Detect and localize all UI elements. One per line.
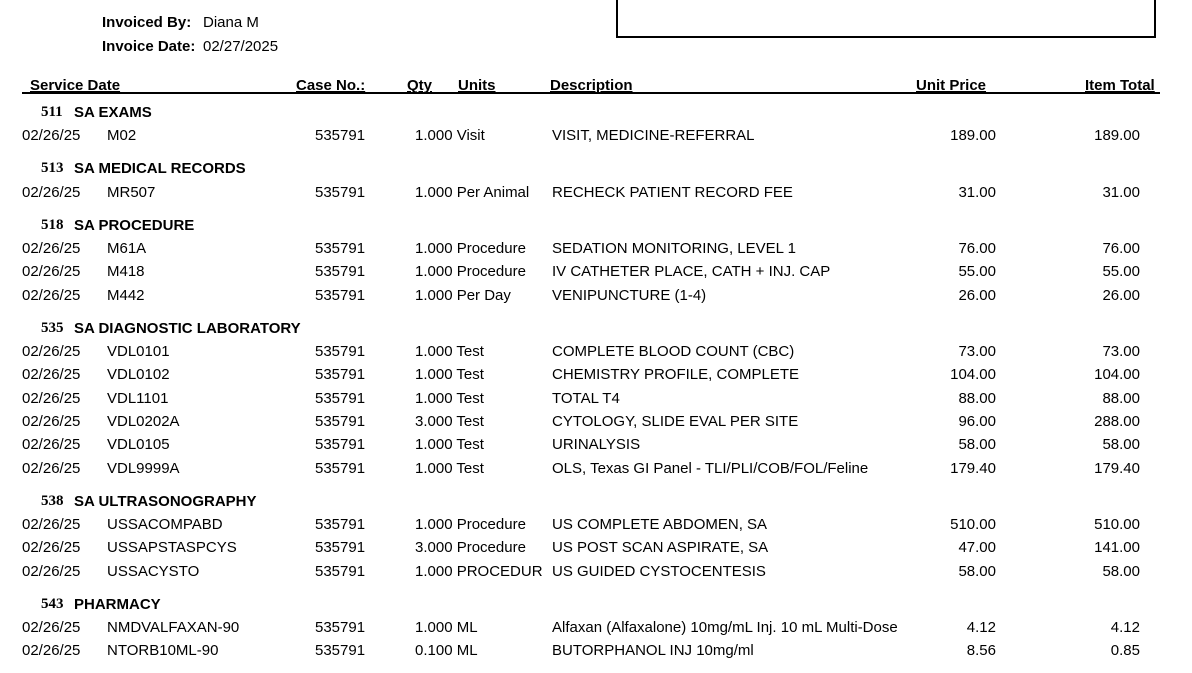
qty-units: 1.000 Procedure: [415, 263, 526, 281]
section-header: [0, 160, 600, 180]
item-code: USSACYSTO: [107, 562, 200, 580]
item-total: 26.00: [1102, 286, 1140, 304]
qty-units: 3.000 Test: [415, 412, 484, 430]
qty-units: 3.000 Procedure: [415, 539, 526, 557]
item-total: 55.00: [1102, 263, 1140, 281]
item-code: USSACOMPABD: [107, 516, 223, 533]
item-description: US COMPLETE ABDOMEN, SA: [552, 516, 768, 533]
table-row: [0, 263, 1192, 283]
item-total: 31.00: [1102, 184, 1140, 201]
case-number: 535791: [315, 412, 366, 430]
qty-units: 1.000 Test: [415, 343, 484, 360]
header-qty: Qty: [407, 77, 433, 94]
unit-price: 96.00: [958, 412, 996, 430]
table-row: [0, 413, 1192, 433]
case-number: 535791: [315, 539, 366, 557]
case-number: 535791: [315, 184, 366, 201]
section-code: 511: [41, 104, 63, 120]
case-number: 535791: [315, 459, 366, 477]
item-description: SEDATION MONITORING, LEVEL 1: [552, 240, 796, 257]
service-date: 02/26/25: [22, 263, 81, 281]
section-code: 538: [41, 493, 64, 509]
case-number: 535791: [315, 436, 366, 454]
item-total: 58.00: [1102, 562, 1140, 580]
item-description: Alfaxan (Alfaxalone) 10mg/mL Inj. 10 mL Multi-Dose: [552, 619, 898, 636]
table-row: [0, 563, 1192, 583]
section-header: [0, 320, 600, 340]
table-row: [0, 343, 1192, 363]
section-header: [0, 104, 600, 124]
section-code: 543: [41, 596, 64, 612]
table-row: [0, 287, 1192, 307]
item-total: 288.00: [1094, 412, 1140, 430]
unit-price: 58.00: [958, 436, 996, 454]
table-row: [0, 436, 1192, 456]
unit-price: 47.00: [958, 539, 996, 557]
item-total: 510.00: [1094, 516, 1140, 533]
unit-price: 189.00: [950, 127, 996, 144]
item-description: VENIPUNCTURE (1-4): [552, 286, 707, 304]
section-name: SA PROCEDURE: [74, 217, 195, 234]
item-total: 76.00: [1102, 240, 1140, 257]
section-name: PHARMACY: [74, 596, 161, 613]
case-number: 535791: [315, 619, 366, 636]
case-number: 535791: [315, 642, 366, 660]
qty-units: 1.000 Test: [415, 459, 484, 477]
section-name: SA ULTRASONOGRAPHY: [74, 493, 257, 510]
service-date: 02/26/25: [22, 619, 81, 636]
unit-price: 104.00: [950, 366, 996, 384]
unit-price: 31.00: [958, 184, 996, 201]
section-name: SA MEDICAL RECORDS: [74, 160, 246, 177]
item-description: TOTAL T4: [552, 389, 620, 407]
header-unit-price: Unit Price: [916, 77, 987, 94]
qty-units: 0.100 ML: [415, 642, 478, 660]
item-total: 58.00: [1102, 436, 1140, 454]
header-service-date: Service Date: [30, 77, 121, 94]
invoiced-by-value: Diana M: [203, 14, 259, 31]
unit-price: 55.00: [958, 263, 996, 281]
table-row: [0, 366, 1192, 386]
item-total: 4.12: [1110, 619, 1140, 636]
item-description: VISIT, MEDICINE-REFERRAL: [552, 127, 755, 144]
item-description: US POST SCAN ASPIRATE, SA: [552, 539, 769, 557]
table-row: [0, 516, 1192, 536]
header-case-no: Case No.:: [296, 77, 366, 94]
item-description: BUTORPHANOL INJ 10mg/ml: [552, 642, 754, 660]
item-code: M02: [107, 127, 137, 144]
case-number: 535791: [315, 127, 366, 144]
header-units: Units: [458, 77, 496, 94]
item-code: USSAPSTASPCYS: [107, 539, 237, 557]
case-number: 535791: [315, 389, 366, 407]
case-number: 535791: [315, 516, 366, 533]
unit-price: 58.00: [958, 562, 996, 580]
table-row: [0, 184, 1192, 204]
item-description: OLS, Texas GI Panel - TLI/PLI/COB/FOL/Feline: [552, 459, 869, 477]
item-code: VDL0105: [107, 436, 170, 454]
service-date: 02/26/25: [22, 343, 81, 360]
service-date: 02/26/25: [22, 516, 81, 533]
case-number: 535791: [315, 263, 366, 281]
item-code: M418: [107, 263, 145, 281]
qty-units: 1.000 Per Day: [415, 286, 511, 304]
item-code: MR507: [107, 184, 156, 201]
qty-units: 1.000 Procedure: [415, 240, 526, 257]
table-row: [0, 390, 1192, 410]
table-row: [0, 127, 1192, 147]
section-header: [0, 493, 600, 513]
service-date: 02/26/25: [22, 562, 81, 580]
service-date: 02/26/25: [22, 642, 81, 660]
item-total: 141.00: [1094, 539, 1140, 557]
case-number: 535791: [315, 240, 366, 257]
table-row: [0, 240, 1192, 260]
section-header: [0, 217, 600, 237]
service-date: 02/26/25: [22, 240, 81, 257]
section-name: SA EXAMS: [74, 104, 152, 121]
case-number: 535791: [315, 562, 366, 580]
item-total: 179.40: [1094, 459, 1140, 477]
service-date: 02/26/25: [22, 184, 81, 201]
item-code: NMDVALFAXAN-90: [107, 619, 240, 636]
item-code: VDL1101: [107, 389, 169, 407]
case-number: 535791: [315, 343, 366, 360]
item-description: IV CATHETER PLACE, CATH + INJ. CAP: [552, 263, 831, 281]
invoice-date-label: Invoice Date:: [102, 38, 196, 55]
service-date: 02/26/25: [22, 286, 81, 304]
item-code: VDL0102: [107, 366, 170, 384]
item-description: COMPLETE BLOOD COUNT (CBC): [552, 343, 795, 360]
service-date: 02/26/25: [22, 412, 81, 430]
header-divider: [22, 92, 1160, 94]
table-row: [0, 619, 1192, 639]
qty-units: 1.000 Visit: [415, 127, 485, 144]
unit-price: 8.56: [966, 642, 996, 660]
section-code: 535: [41, 320, 64, 336]
qty-units: 1.000 Test: [415, 436, 484, 454]
section-code: 518: [41, 217, 64, 233]
item-code: M61A: [107, 240, 147, 257]
case-number: 535791: [315, 286, 366, 304]
item-total: 73.00: [1102, 343, 1140, 360]
invoice-date-value: 02/27/2025: [203, 38, 279, 55]
unit-price: 73.00: [958, 343, 996, 360]
qty-units: 1.000 Per Animal: [415, 184, 530, 201]
qty-units: 1.000 Procedure: [415, 516, 526, 533]
service-date: 02/26/25: [22, 459, 81, 477]
unit-price: 88.00: [958, 389, 996, 407]
item-code: VDL0101: [107, 343, 170, 360]
table-row: [0, 539, 1192, 559]
invoiced-by-label: Invoiced By:: [102, 14, 192, 31]
item-total: 88.00: [1102, 389, 1140, 407]
item-description: CHEMISTRY PROFILE, COMPLETE: [552, 366, 799, 384]
service-date: 02/26/25: [22, 539, 81, 557]
item-code: VDL9999A: [107, 459, 180, 477]
unit-price: 4.12: [966, 619, 996, 636]
item-description: CYTOLOGY, SLIDE EVAL PER SITE: [552, 412, 799, 430]
item-description: URINALYSIS: [552, 436, 641, 454]
item-total: 0.85: [1110, 642, 1140, 660]
qty-units: 1.000 ML: [415, 619, 478, 636]
section-header: [0, 596, 600, 616]
qty-units: 1.000 Test: [415, 366, 484, 384]
case-number: 535791: [315, 366, 366, 384]
unit-price: 179.40: [950, 459, 996, 477]
item-total: 189.00: [1094, 127, 1140, 144]
unit-price: 26.00: [958, 286, 996, 304]
item-description: RECHECK PATIENT RECORD FEE: [552, 184, 793, 201]
item-description: US GUIDED CYSTOCENTESIS: [552, 562, 766, 580]
service-date: 02/26/25: [22, 366, 81, 384]
header-item-total: Item Total: [1085, 77, 1155, 94]
service-date: 02/26/25: [22, 436, 81, 454]
unit-price: 76.00: [958, 240, 996, 257]
unit-price: 510.00: [950, 516, 996, 533]
item-total: 104.00: [1094, 366, 1140, 384]
service-date: 02/26/25: [22, 389, 81, 407]
qty-units: 1.000 PROCEDUR: [415, 562, 543, 580]
section-code: 513: [41, 160, 64, 176]
address-box: [616, 0, 1156, 38]
item-code: M442: [107, 286, 145, 304]
header-description: Description: [550, 77, 633, 94]
item-code: NTORB10ML-90: [107, 642, 219, 660]
service-date: 02/26/25: [22, 127, 81, 144]
table-row: [0, 460, 1192, 480]
qty-units: 1.000 Test: [415, 389, 484, 407]
table-row: [0, 642, 1192, 662]
item-code: VDL0202A: [107, 412, 180, 430]
section-name: SA DIAGNOSTIC LABORATORY: [74, 320, 301, 337]
